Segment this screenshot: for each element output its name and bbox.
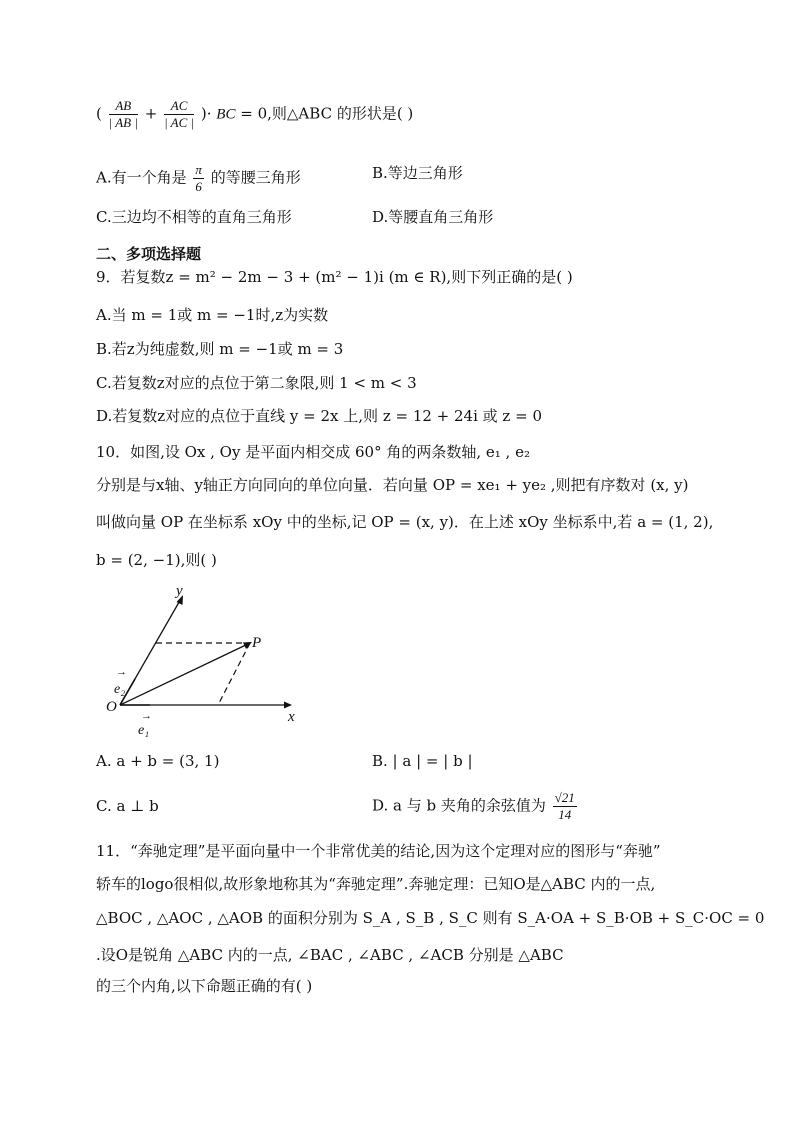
q10-line2: 分别是与x轴、y轴正方向同向的单位向量．若向量 OP = xe₁ + ye₂ ,则把有序数对 (x, y) [96,476,689,494]
label-p: P [252,635,262,651]
label-x: x [288,709,295,725]
q9-option-b: B.若z为纯虚数,则 m = −1或 m = 3 [96,340,344,358]
frac-ac-num: AC [164,98,194,115]
dashed-parallel-y [218,643,250,705]
q8-stem: ( $\frac{AB}{| AB |}$ + $\frac{AC}{| AC |}$ )· BC = 0,则△ABC 的形状是( ) [96,98,414,130]
q11-line4: .设O是锐角 △ABC 内的一点, ∠BAC , ∠ABC , ∠ACB 分别是 △ABC [96,946,564,964]
pi-den: 6 [195,179,202,194]
frac-ab-num: AB [109,98,138,115]
q10-d-pre: D. a 与 b 夹角的余弦值为 [372,796,546,815]
q9-option-c: C.若复数z对应的点位于第二象限,则 1 < m < 3 [96,374,417,392]
cos-den: 14 [558,807,572,822]
q8-option-d: D.等腰直角三角形 [372,208,494,226]
vec-bc: BC [216,106,236,123]
q8-a-post: 的等腰三角形 [210,168,301,187]
q10-option-a: A. a + b = (3, 1) [96,752,220,770]
pi-num: π [195,162,202,177]
coordinate-figure [100,585,310,740]
frac-ac [164,98,194,131]
frac-ab-den: | AB | [108,115,138,130]
frac-ab [109,98,138,131]
q9-option-d: D.若复数z对应的点位于直线 y = 2x 上,则 z = 12 + 24i 或 z = 0 [96,407,542,425]
q8-option-c: C.三边均不相等的直角三角形 [96,208,292,226]
label-e1: e₁ [138,723,150,738]
q8-option-b: B.等边三角形 [372,164,463,182]
q11-line2: 轿车的logo很相似,故形象地称其为“奔驰定理”.奔驰定理：已知O是△ABC 内的一点, [96,875,656,893]
paren-open: ( [96,104,102,123]
q11-line3: △BOC , △AOC , △AOB 的面积分别为 S_A , S_B , S_C 则有 S_A·OA + S_B·OB + S_C·OC = 0 [96,909,765,927]
q10-line4: b = (2, −1),则( ) [96,551,217,569]
q10-line3: 叫做向量 OP 在坐标系 xOy 中的坐标,记 OP = (x, y)．在上述 xOy 坐标系中,若 a = (1, 2), [96,513,714,531]
q8-option-a [96,162,301,195]
q10-option-c: C. a ⊥ b [96,797,159,815]
q10-option-d [372,790,579,823]
cos-num: √21 [554,790,575,805]
label-e2-arrow: → [116,666,127,678]
label-origin: O [106,699,117,715]
cos-fraction [553,790,577,823]
label-e2: e₂ [114,682,126,697]
label-y: y [176,585,183,599]
q11-line1: 11．“奔驰定理”是平面向量中一个非常优美的结论,因为这个定理对应的图形与“奔驰” [96,842,661,860]
q8-a-pre: A.有一个角是 [96,168,187,187]
x-axis-arrow [284,702,292,709]
frac-ac-den: | AC | [164,115,195,130]
vector-op [120,643,250,705]
pi-over-6 [193,162,204,195]
q9-stem: 9．若复数z = m² − 2m − 3 + (m² − 1)i (m ∈ R),则下列正确的是( ) [96,268,573,286]
q10-line1: 10．如图,设 Ox , Oy 是平面内相交成 60° 角的两条数轴, e₁ , e₂ [96,443,530,461]
q8-tail: = 0,则△ABC 的形状是( ) [240,104,414,123]
q11-line5: 的三个内角,以下命题正确的有( ) [96,977,313,995]
label-e1-arrow: → [141,710,152,722]
q10-option-b: B. | a | = | b | [372,752,473,770]
q9-option-a: A.当 m = 1或 m = −1时,z为实数 [96,306,329,324]
section-title: 二、多项选择题 [96,245,202,263]
